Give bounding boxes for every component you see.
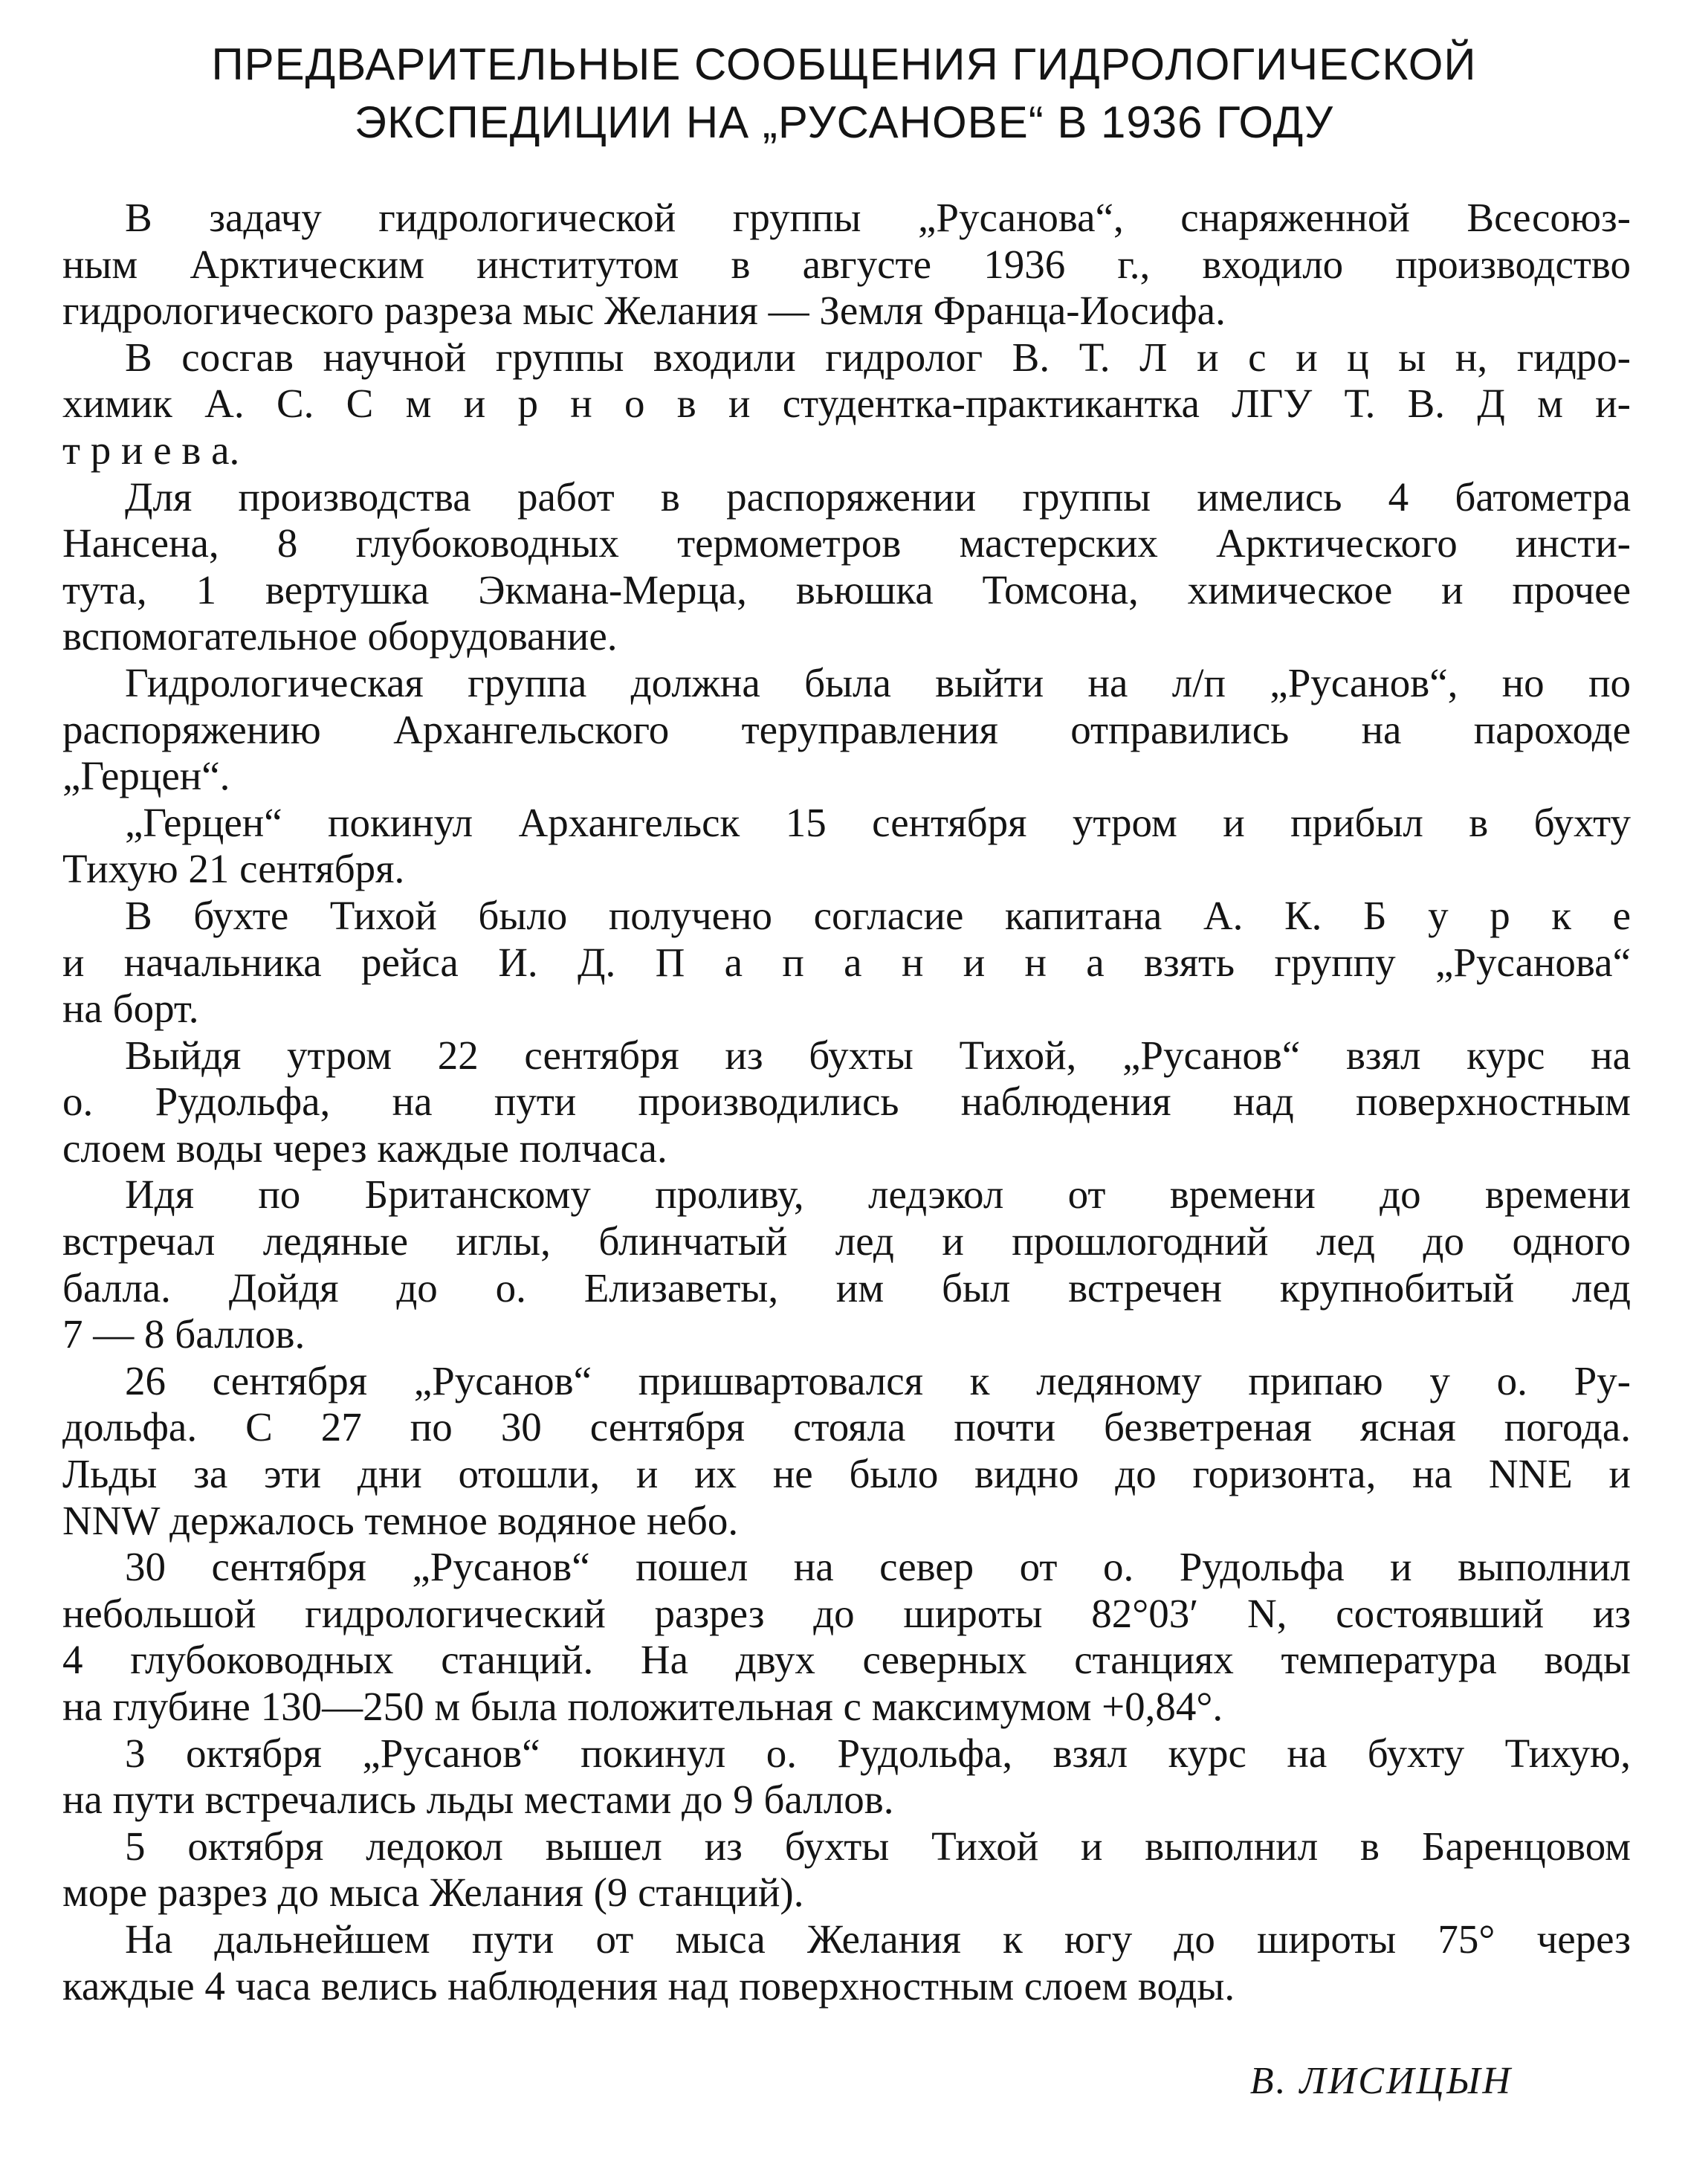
text-line: В задачу гидрологической группы „Русанова“, снаряженной Всесоюз- xyxy=(125,195,1631,240)
text-line: 5 октября ледокол вышел из бухты Тихой и выполнил в Баренцовом xyxy=(125,1823,1631,1869)
text-line: В сосгав научной группы входили гидролог В. Т. Л и с и ц ы н, гидро- xyxy=(125,334,1631,380)
text-line: вспомогательное оборудование. xyxy=(62,613,618,659)
paragraph xyxy=(62,800,1631,893)
text-line: т р и е в а. xyxy=(62,427,240,473)
text-line: В бухте Тихой было получено согласие капитана А. К. Б у р к е xyxy=(125,892,1631,938)
text-line: на борт. xyxy=(62,986,199,1032)
text-line: встречал ледяные иглы, блинчатый лед и прошлогодний лед до одного xyxy=(62,1218,1631,1264)
text-line: На дальнейшем пути от мыса Желания к югу до широты 75° через xyxy=(125,1916,1631,1962)
text-line: 30 сентября „Русанов“ пошел на север от о. Рудольфа и выполнил xyxy=(125,1544,1631,1590)
title-line: ПРЕДВАРИТЕЛЬНЫЕ СООБЩЕНИЯ ГИДРОЛОГИЧЕСКОЙ xyxy=(211,39,1477,89)
paragraph xyxy=(62,1172,1631,1357)
paragraph xyxy=(62,893,1631,1033)
paragraph xyxy=(62,1358,1631,1544)
text-line: тута, 1 вертушка Экмана-Мерца, вьюшка Томсона, химическое и прочее xyxy=(62,566,1631,613)
author-signature: В. ЛИСИЦЫН xyxy=(1249,2060,1513,2102)
text-line: море разрез до мыса Желания (9 станций). xyxy=(62,1870,804,1916)
text-line: Выйдя утром 22 сентября из бухты Тихой, „Русанов“ взял курс на xyxy=(125,1032,1631,1078)
text-line: „Герцен“. xyxy=(62,753,230,799)
paragraph xyxy=(62,1731,1631,1823)
paragraph xyxy=(62,660,1631,800)
text-line: 26 сентября „Русанов“ пришвартовался к ледяному припаю у о. Ру- xyxy=(125,1357,1631,1403)
text-line: распоряжению Архангельского теруправления отправились на пароходе xyxy=(62,706,1631,752)
text-line: и начальника рейса И. Д. П а п а н и н а взять группу „Русанова“ xyxy=(62,939,1631,985)
document-title xyxy=(0,36,1688,152)
text-line: на пути встречались льды местами до 9 баллов. xyxy=(62,1777,894,1823)
text-line: дольфа. С 27 по 30 сентября стояла почти безветреная ясная погода. xyxy=(62,1404,1631,1450)
text-line: слоем воды через каждые полчаса. xyxy=(62,1125,667,1171)
text-line: небольшой гидрологический разрез до широты 82°03′ N, состоявший из xyxy=(62,1590,1631,1636)
paragraph xyxy=(62,474,1631,660)
text-line: Нансена, 8 глубоководных термометров мастерских Арктического инсти- xyxy=(62,520,1631,566)
text-line: о. Рудольфа, на пути производились наблюдения над поверхностным xyxy=(62,1079,1631,1125)
text-line: Тихую 21 сентября. xyxy=(62,846,405,892)
text-line: Гидрологическая группа должна была выйти на л/п „Русанов“, но по xyxy=(125,659,1631,705)
text-line: гидрологического разреза мыс Желания — Земля Франца-Иосифа. xyxy=(62,288,1226,334)
text-line: на глубине 130—250 м была положительная с максимумом +0,84°. xyxy=(62,1684,1223,1729)
title-line: ЭКСПЕДИЦИИ НА „РУСАНОВЕ“ В 1936 ГОДУ xyxy=(354,97,1334,147)
article-body xyxy=(62,195,1631,2009)
paragraph xyxy=(62,1916,1631,2009)
paragraph xyxy=(62,1823,1631,1916)
text-line: NNW держалось темное водяное небо. xyxy=(62,1497,739,1543)
text-line: балла. Дойдя до о. Елизаветы, им был встречен крупнобитый лед xyxy=(62,1264,1631,1311)
paragraph xyxy=(62,335,1631,474)
text-line: Идя по Британскому проливу, ледэкол от времени до времени xyxy=(125,1172,1631,1218)
text-line: Для производства работ в распоряжении группы имелись 4 батометра xyxy=(125,474,1631,520)
text-line: химик А. С. С м и р н о в и студентка-практикантка ЛГУ Т. В. Д м и- xyxy=(62,381,1631,427)
text-line: 4 глубоководных станций. На двух северных станциях температура воды xyxy=(62,1637,1631,1683)
paragraph xyxy=(62,1544,1631,1730)
text-line: 7 — 8 баллов. xyxy=(62,1311,305,1357)
paragraph xyxy=(62,1033,1631,1172)
paragraph xyxy=(62,195,1631,335)
text-line: Льды за эти дни отошли, и их не было видно до горизонта, на NNE и xyxy=(62,1451,1631,1497)
text-line: 3 октября „Русанов“ покинул о. Рудольфа, взял курс на бухту Тихую, xyxy=(125,1730,1631,1776)
text-line: „Герцен“ покинул Архангельск 15 сентября утром и прибыл в бухту xyxy=(125,799,1631,845)
text-line: каждые 4 часа велись наблюдения над поверхностным слоем воды. xyxy=(62,1962,1235,2009)
text-line: ным Арктическим институтом в августе 1936 г., входило производство xyxy=(62,241,1631,287)
